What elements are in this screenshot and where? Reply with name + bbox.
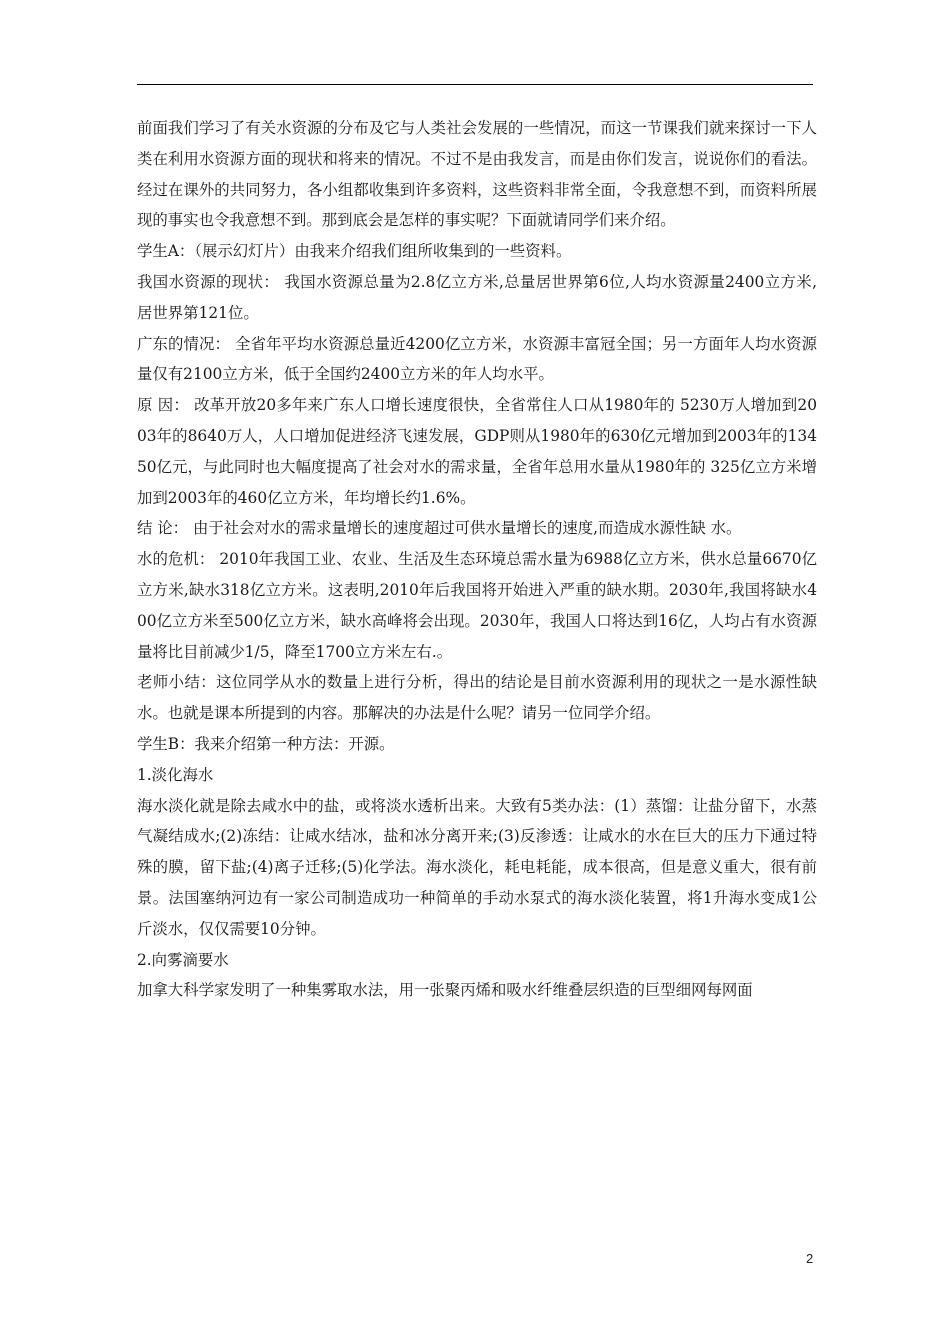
header-rule	[137, 84, 813, 85]
paragraph-intro: 前面我们学习了有关水资源的分布及它与人类社会发展的一些情况，而这一节课我们就来探讨一下人类在利用水资源方面的现状和将来的情况。不过不是由我发言，而是由你们发言，说说你们的看法。经过在课外的共同努力，各小组都收集到许多资料，这些资料非常全面，令我意想不到，而资料所展现的事实也令我意想不到。那到底会是怎样的事实呢？下面就请同学们来介绍。	[137, 119, 817, 230]
paragraph-national-status: 我国水资源的现状： 我国水资源总量为2.8亿立方米,总量居世界第6位,人均水资源量2400立方米, 居世界第121位。	[137, 272, 817, 322]
paragraph-teacher-summary: 老师小结：这位同学从水的数量上进行分析，得出的结论是目前水资源利用的现状之一是水源性缺水。也就是课本所提到的内容。那解决的办法是什么呢？请另一位同学介绍。	[137, 673, 817, 723]
heading-fog-water: 2.向雾滴要水	[137, 950, 229, 969]
paragraph-guangdong: 广东的情况： 全省年平均水资源总量近4200亿立方米，水资源丰富冠全国；另一方面年人均水资源量仅有2100立方米，低于全国约2400立方米的年人均水平。	[137, 334, 817, 384]
paragraph-student-a: 学生A：（展示幻灯片）由我来介绍我们组所收集到的一些资料。	[137, 242, 572, 261]
paragraph-conclusion: 结 论： 由于社会对水的需求量增长的速度超过可供水量增长的速度,而造成水源性缺 水。	[137, 519, 742, 538]
heading-desalination: 1.淡化海水	[137, 765, 214, 784]
paragraph-reason: 原 因： 改革开放20多年来广东人口增长速度很快，全省常住人口从1980年的 5230万人增加到2003年的8640万人，人口增加促进经济飞速发展，GDP则从1980年的630亿元增加到2003年的13450亿元，与此同时也大幅度提高了社会对水的需求量，全省年总用水量从1980年的 325亿立方米增加到2003年的460亿立方米，年均增长约1.6%。	[137, 396, 817, 507]
paragraph-fog-water: 加拿大科学家发明了一种集雾取水法，用一张聚丙烯和吸水纤维叠层织造的巨型细网每网面	[137, 981, 753, 1000]
document-body	[137, 113, 817, 1006]
paragraph-water-crisis: 水的危机： 2010年我国工业、农业、生活及生态环境总需水量为6988亿立方米，供水总量6670亿立方米,缺水318亿立方米。这表明,2010年后我国将开始进入严重的缺水期。2030年,我国将缺水400亿立方米至500亿立方米，缺水高峰将会出现。2030年，我国人口将达到16亿，人均占有水资源量将比目前减少1/5，降至1700立方米左右.。	[137, 550, 817, 661]
page-number: 2	[806, 1251, 814, 1266]
paragraph-desalination: 海水淡化就是除去咸水中的盐，或将淡水透析出来。大致有5类办法：(1）蒸馏：让盐分留下，水蒸气凝结成水;(2)冻结：让咸水结冰，盐和冰分离开来;(3)反渗透：让咸水的水在巨大的压力下通过特殊的膜，留下盐;(4)离子迁移;(5)化学法。海水淡化，耗电耗能，成本很高，但是意义重大，很有前景。法国塞纳河边有一家公司制造成功一种简单的手动水泵式的海水淡化装置，将1升海水变成1公斤淡水，仅仅需要10分钟。	[137, 796, 817, 938]
paragraph-student-b: 学生B：我来介绍第一种方法：开源。	[137, 734, 395, 753]
